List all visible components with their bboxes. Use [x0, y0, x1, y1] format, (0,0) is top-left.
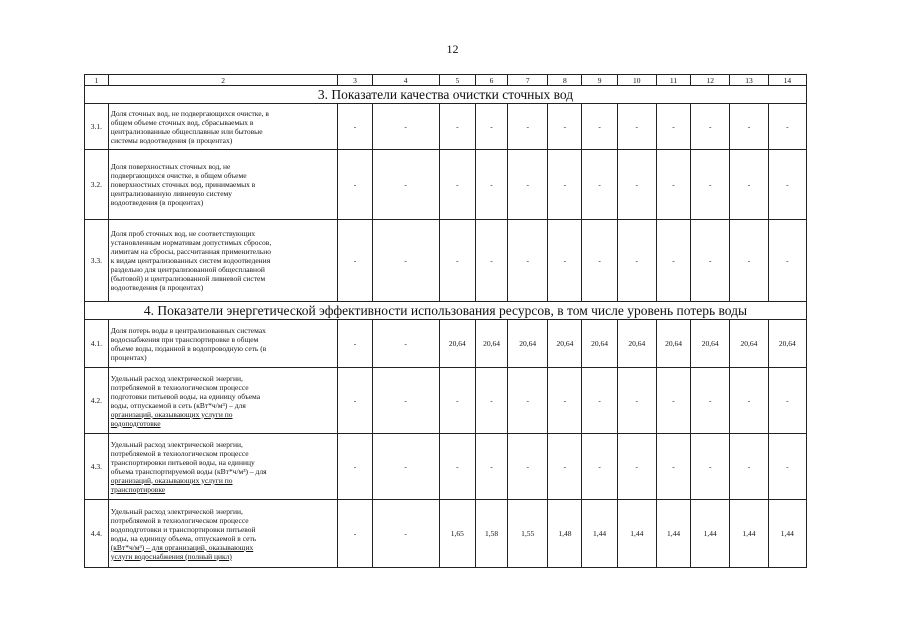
- value-cell: 1,55: [508, 500, 548, 568]
- value-cell: -: [372, 104, 439, 150]
- value-cell: -: [338, 220, 372, 302]
- value-cell: 20,64: [617, 320, 656, 368]
- indicators-table: [84, 74, 807, 568]
- description-line: Удельный расход электрической энергии,: [110, 439, 243, 449]
- value-cell: -: [548, 220, 582, 302]
- description-line: подготовки питьевой воды, на единицу объема: [110, 391, 261, 401]
- value-cell: -: [548, 104, 582, 150]
- value-cell: 20,64: [439, 320, 475, 368]
- description-line: Доля сточных вод, не подвергающихся очистке, в: [110, 108, 269, 118]
- description-line: централизованную ливневую систему: [110, 189, 233, 198]
- value-cell: 20,64: [475, 320, 507, 368]
- description-line: к видам централизованных систем водоотведения: [110, 256, 271, 265]
- description-line: водоснабжения при транспортировке в общем: [110, 334, 259, 344]
- value-cell: -: [768, 220, 806, 302]
- row-number: 3.3.: [85, 220, 109, 302]
- column-number: 13: [730, 75, 768, 86]
- column-number: 11: [656, 75, 690, 86]
- table-row: [85, 500, 807, 568]
- value-cell: 1,58: [475, 500, 507, 568]
- value-cell: -: [372, 320, 439, 368]
- description-line: воды, на единицу объема, отпускаемой в сеть: [110, 533, 257, 543]
- value-cell: -: [508, 104, 548, 150]
- description-line: (бытовой) и централизованной ливневой систем: [110, 274, 266, 283]
- value-cell: -: [617, 220, 656, 302]
- description-line: водоподготовке: [110, 418, 161, 428]
- value-cell: -: [768, 434, 806, 500]
- table-row: [85, 434, 807, 500]
- description-line: объеме воды, поданной в водопроводную сеть (в: [110, 343, 267, 353]
- row-number: 4.4.: [85, 500, 109, 568]
- value-cell: -: [656, 104, 690, 150]
- description-line: лимитам на сбросы, рассчитанная применительно: [110, 247, 272, 256]
- description-line: системы водоотведения (в процентах): [110, 135, 233, 145]
- description-line: потребляемой в технологическом процессе: [110, 382, 249, 392]
- value-cell: -: [691, 104, 730, 150]
- description-line: транспортировки питьевой воды, на единицу: [110, 457, 255, 467]
- value-cell: -: [656, 434, 690, 500]
- value-cell: -: [730, 368, 768, 434]
- row-number: 3.2.: [85, 150, 109, 220]
- description-line: (кВт*ч/м³) – для организаций, оказывающих: [110, 542, 254, 552]
- value-cell: -: [730, 220, 768, 302]
- value-cell: 20,64: [548, 320, 582, 368]
- value-cell: 1,44: [617, 500, 656, 568]
- section-title: 3. Показатели качества очистки сточных вод: [85, 86, 807, 104]
- value-cell: -: [338, 104, 372, 150]
- section-header-row: [85, 86, 807, 104]
- description-line: Удельный расход электрической энергии,: [110, 506, 243, 516]
- description-line: подвергающихся очистке, в общем объеме: [110, 171, 247, 180]
- row-number: 4.1.: [85, 320, 109, 368]
- value-cell: -: [508, 368, 548, 434]
- row-description: [108, 500, 338, 568]
- value-cell: -: [691, 220, 730, 302]
- column-number: 12: [691, 75, 730, 86]
- column-number-row: [85, 75, 807, 86]
- row-description: [108, 368, 338, 434]
- value-cell: -: [617, 104, 656, 150]
- value-cell: 20,64: [656, 320, 690, 368]
- column-number: 1: [85, 75, 109, 86]
- value-cell: -: [475, 150, 507, 220]
- value-cell: 20,64: [730, 320, 768, 368]
- value-cell: -: [372, 220, 439, 302]
- value-cell: -: [475, 220, 507, 302]
- description-line: объема транспортируемой воды (кВт*ч/м³) – для: [110, 466, 267, 476]
- description-line: общем объеме сточных вод, сбрасываемых в: [110, 117, 254, 127]
- value-cell: 20,64: [582, 320, 617, 368]
- column-number: 14: [768, 75, 806, 86]
- description-line: водоподготовки и транспортировки питьевой: [110, 524, 256, 534]
- column-number: 9: [582, 75, 617, 86]
- table-row: [85, 104, 807, 150]
- column-number: 8: [548, 75, 582, 86]
- description-line: процентах): [110, 352, 147, 362]
- column-number: 3: [338, 75, 372, 86]
- description-line: Доля поверхностных сточных вод, не: [110, 162, 231, 171]
- description-line: Доля проб сточных вод, не соответствующих: [110, 229, 256, 238]
- table-row: [85, 368, 807, 434]
- value-cell: 1,44: [656, 500, 690, 568]
- row-number: 4.2.: [85, 368, 109, 434]
- value-cell: -: [508, 434, 548, 500]
- value-cell: -: [372, 150, 439, 220]
- row-number: 4.3.: [85, 434, 109, 500]
- value-cell: -: [617, 368, 656, 434]
- table-row: [85, 150, 807, 220]
- value-cell: -: [439, 220, 475, 302]
- value-cell: 20,64: [691, 320, 730, 368]
- value-cell: -: [617, 434, 656, 500]
- column-number: 5: [439, 75, 475, 86]
- column-number: 2: [108, 75, 338, 86]
- description-line: воды, отпускаемой в сеть (кВт*ч/м³) – для: [110, 400, 246, 410]
- value-cell: -: [768, 104, 806, 150]
- value-cell: -: [372, 500, 439, 568]
- value-cell: -: [439, 434, 475, 500]
- value-cell: -: [548, 434, 582, 500]
- section-title: 4. Показатели энергетической эффективности использования ресурсов, в том числе уровень потерь воды: [85, 302, 807, 320]
- value-cell: -: [338, 320, 372, 368]
- value-cell: -: [439, 368, 475, 434]
- value-cell: -: [691, 368, 730, 434]
- description-line: раздельно для централизованной общесплавной: [110, 265, 265, 274]
- page-number: 12: [446, 42, 459, 56]
- row-description: [108, 320, 338, 368]
- value-cell: -: [508, 150, 548, 220]
- description-line: услуги водоснабжения (полный цикл): [110, 551, 232, 561]
- row-number: 3.1.: [85, 104, 109, 150]
- value-cell: -: [656, 368, 690, 434]
- value-cell: 1,44: [691, 500, 730, 568]
- value-cell: -: [768, 150, 806, 220]
- table-row: [85, 320, 807, 368]
- description-line: поверхностных сточных вод, принимаемых в: [110, 180, 256, 189]
- value-cell: -: [768, 368, 806, 434]
- description-line: установленным нормативам допустимых сбросов,: [110, 238, 272, 247]
- row-description: [108, 104, 338, 150]
- value-cell: -: [730, 434, 768, 500]
- value-cell: -: [338, 500, 372, 568]
- value-cell: 20,64: [768, 320, 806, 368]
- value-cell: -: [475, 368, 507, 434]
- value-cell: -: [475, 104, 507, 150]
- value-cell: 20,64: [508, 320, 548, 368]
- value-cell: -: [582, 104, 617, 150]
- value-cell: -: [656, 220, 690, 302]
- column-number: 4: [372, 75, 439, 86]
- description-line: транспортировке: [110, 484, 166, 494]
- value-cell: -: [582, 150, 617, 220]
- value-cell: -: [730, 150, 768, 220]
- value-cell: -: [548, 150, 582, 220]
- value-cell: -: [656, 150, 690, 220]
- value-cell: -: [548, 368, 582, 434]
- description-line: организаций, оказывающих услуги по: [110, 409, 233, 419]
- value-cell: 1,48: [548, 500, 582, 568]
- description-line: водоотведения (в процентах): [110, 283, 204, 292]
- value-cell: -: [582, 434, 617, 500]
- row-description: [108, 150, 338, 220]
- value-cell: -: [730, 104, 768, 150]
- table-row: [85, 220, 807, 302]
- value-cell: -: [439, 104, 475, 150]
- value-cell: -: [582, 220, 617, 302]
- description-line: централизованные общесплавные или бытовые: [110, 126, 263, 136]
- row-description: [108, 434, 338, 500]
- value-cell: 1,44: [768, 500, 806, 568]
- column-number: 6: [475, 75, 507, 86]
- value-cell: -: [691, 150, 730, 220]
- value-cell: -: [338, 368, 372, 434]
- description-line: Удельный расход электрической энергии,: [110, 373, 243, 383]
- value-cell: -: [582, 368, 617, 434]
- value-cell: -: [617, 150, 656, 220]
- description-line: водоотведения (в процентах): [110, 198, 204, 207]
- value-cell: -: [691, 434, 730, 500]
- value-cell: -: [338, 434, 372, 500]
- value-cell: 1,65: [439, 500, 475, 568]
- value-cell: 1,44: [730, 500, 768, 568]
- column-number: 10: [617, 75, 656, 86]
- row-description: [108, 220, 338, 302]
- value-cell: -: [338, 150, 372, 220]
- column-number: 7: [508, 75, 548, 86]
- value-cell: -: [475, 434, 507, 500]
- section-header-row: [85, 302, 807, 320]
- description-line: потребляемой в технологическом процессе: [110, 515, 249, 525]
- value-cell: -: [372, 368, 439, 434]
- description-line: потребляемой в технологическом процессе: [110, 448, 249, 458]
- description-line: организаций, оказывающих услуги по: [110, 475, 233, 485]
- description-line: Доля потерь воды в централизованных системах: [110, 325, 266, 335]
- value-cell: 1,44: [582, 500, 617, 568]
- value-cell: -: [508, 220, 548, 302]
- value-cell: -: [439, 150, 475, 220]
- value-cell: -: [372, 434, 439, 500]
